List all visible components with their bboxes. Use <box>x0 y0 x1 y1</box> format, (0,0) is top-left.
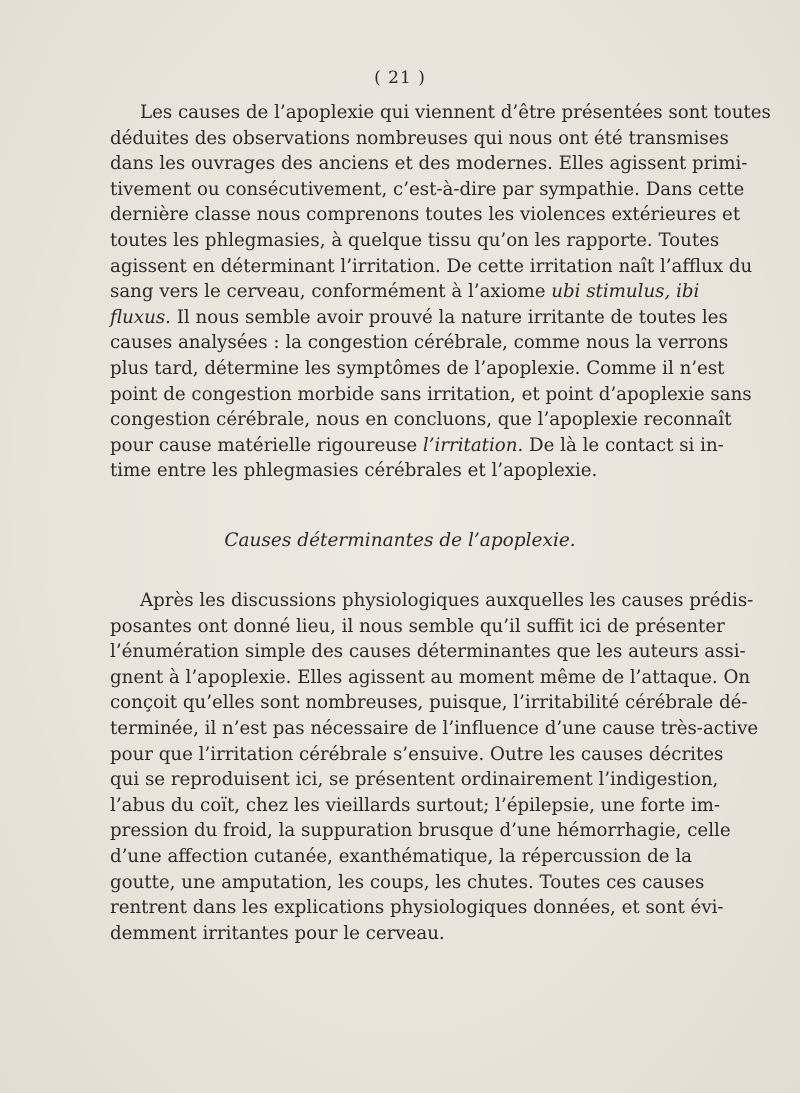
text-line: pour que l’irritation cérébrale s’ensuive. Outre les causes décrites <box>110 743 724 765</box>
text-line-axiom <box>110 279 700 305</box>
latin-axiom-end: fluxus. <box>110 306 171 328</box>
text-line: l’énumération simple des causes déterminantes que les auteurs assi- <box>110 641 746 663</box>
text-line: posantes ont donné lieu, il nous semble qu’il suffit ici de présenter <box>110 615 725 637</box>
text-line: dans les ouvrages des anciens et des modernes. Elles agissent primi- <box>110 153 748 175</box>
text-line: congestion cérébrale, nous en concluons, que l’apoplexie reconnaît <box>110 409 732 431</box>
text-line: qui se reproduisent ici, se présentent ordinairement l’indigestion, <box>110 769 719 791</box>
paragraph-determining-causes <box>110 588 759 946</box>
text-line: toutes les phlegmasies, à quelque tissu qu’on les rapporte. Toutes <box>110 229 720 251</box>
text-line: conçoit qu’elles sont nombreuses, puisque, l’irritabilité cérébrale dé- <box>110 692 748 714</box>
text-line <box>110 433 724 459</box>
text-line: dernière classe nous comprenons toutes les violences extérieures et <box>110 204 741 226</box>
section-heading: Causes déterminantes de l’apoplexie. <box>224 530 576 551</box>
text-line <box>110 305 728 331</box>
text-line: Les causes de l’apoplexie qui viennent d’être présentées sont toutes <box>140 102 771 123</box>
text-line: d’une affection cutanée, exanthématique, la répercussion de la <box>110 845 692 867</box>
text-line: demment irritantes pour le cerveau. <box>110 922 445 944</box>
text-line: rentrent dans les explications physiologiques données, et sont évi- <box>110 897 724 919</box>
text-segment: sang vers le cerveau, conformément à l’axiome <box>110 281 552 303</box>
text-line: point de congestion morbide sans irritation, et point d’apoplexie sans <box>110 383 752 405</box>
text-line: gnent à l’apoplexie. Elles agissent au moment même de l’attaque. On <box>110 666 751 688</box>
text-line: terminée, il n’est pas nécessaire de l’influence d’une cause très-active <box>110 717 759 739</box>
text-line: pression du froid, la suppuration brusque d’une hémorrhagie, celle <box>110 820 731 842</box>
emphasis-irritation: l’irritation. <box>422 434 524 456</box>
text-line: agissent en déterminant l’irritation. De cette irritation naît l’afflux du <box>110 255 753 277</box>
text-segment: pour cause matérielle rigoureuse <box>110 434 423 456</box>
text-line: l’abus du coït, chez les vieillards surtout; l’épilepsie, une forte im- <box>110 794 721 816</box>
text-line: déduites des observations nombreuses qui nous ont été transmises <box>110 127 729 149</box>
text-line: Après les discussions physiologiques auxquelles les causes prédis- <box>140 590 754 611</box>
text-line: time entre les phlegmasies cérébrales et l’apoplexie. <box>110 460 598 482</box>
text-line: tivement ou consécutivement, c’est-à-dire par sympathie. Dans cette <box>110 178 745 200</box>
text-line: goutte, une amputation, les coups, les chutes. Toutes ces causes <box>110 871 705 893</box>
text-segment: De là le contact si in- <box>523 434 724 456</box>
text-line: causes analysées : la congestion cérébrale, comme nous la verrons <box>110 332 729 354</box>
text-segment: Il nous semble avoir prouvé la nature irritante de toutes les <box>170 306 728 328</box>
text-line: plus tard, détermine les symptômes de l’apoplexie. Comme il n’est <box>110 357 725 379</box>
page-number: ( 21 ) <box>374 68 426 88</box>
paragraph-apoplexy-causes <box>110 100 771 484</box>
latin-axiom: ubi stimulus, ibi <box>551 281 700 303</box>
